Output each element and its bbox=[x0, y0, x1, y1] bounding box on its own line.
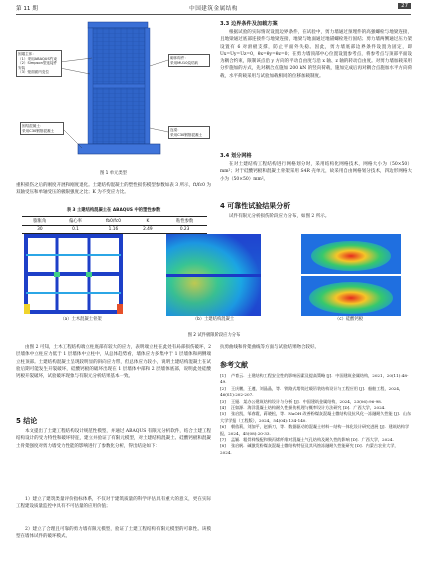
concrete-plot bbox=[166, 234, 261, 316]
reference-item: [3] 王娅．某办公建筑结构设计与分析 [J]．中国建筑金属结构，2024，23(06):96-98． bbox=[220, 398, 385, 404]
paragraph-analysis: 由图 2 可知，土木工程结构端立柱底部有较大的应力，表明端立柱在此处有局部损伤破坏，2 层墙体中立柱应力低于 1 层墙体中立柱中，从总体趋势看，墙体应力多集中于 1 层墙体和两侧端立柱顶部。土建结构混凝土呈现较明显的斜向应力带，但总体应力较小，说明土建结构混凝土在试验后期可能发生开裂破坏，硅酸钙板的破坏出现在 1 层墙体中部和 2 层墙体底部，说明此处硅酸钙板开裂破坏，试验破坏现象与有限元分析结果基本一致。 bbox=[16, 345, 211, 380]
section-4-text: 试件有限元分析损伤阶段应力分布，如图 2 所示。 bbox=[229, 214, 330, 219]
header-rule bbox=[16, 14, 411, 15]
figure-2-caption: 图 2 试件极限阶段应力分布 bbox=[187, 333, 241, 338]
left-column bbox=[88, 28, 93, 144]
paragraph-continued: 抗剪曲线和骨架曲线等方面与试验结果吻合较好。 bbox=[220, 345, 319, 350]
figure-2-subcaption-a: （a）土木混凝土骨架 bbox=[60, 317, 102, 322]
section-4-title: 4 可靠性试验结果分析 bbox=[220, 202, 291, 210]
callout-right: 砌体构件： 采用MU10烧结砖 bbox=[168, 54, 210, 67]
reference-item: [5] 张启凯，邹春霞，蒋晓松，等．NaOH 改善粉煤灰混凝土微结构及抗风化一冻融耐久性能 [J]．山东大学学报（工程版），2024，54(04):134-140． bbox=[220, 411, 412, 423]
references-list bbox=[220, 373, 412, 456]
figure-2-subcaption-c: （c）硅酸钙板 bbox=[334, 317, 364, 322]
figure-1 bbox=[16, 18, 211, 168]
figure-1-caption: 图 1 单元类型 bbox=[100, 171, 127, 176]
section-5-text-1: 本文提出了土建工程结构设计规范性模型，并通过 ABAQUS 有限元分析软件，结合土建工程结构设计的受力特性和破坏特征，建立并验证了有限元模型，对土建结构混凝土、硅酸钙板和混凝土骨架强度对剪力墙受力性能的影响进行了参数化分析，得出结论如下： bbox=[16, 429, 211, 449]
reference-item: [7] 孟颖．粗骨料级配和聚丙烯纤维对混凝土气孔结构及耐久性的影响 [D]．广西大学，2024． bbox=[220, 437, 397, 443]
table-header-cell: 膨胀角 bbox=[22, 217, 58, 226]
journal-title: 中国建筑金属结构 bbox=[189, 6, 238, 12]
ring-beam bbox=[90, 84, 148, 88]
figure-2-subcaption-b: （b）土建结构混凝土 bbox=[192, 317, 235, 322]
reference-item: [6] 朝依莉，刘加平，赵新刀，等．数据驱动的混凝土材料－结构一体化设计研究进展 [J]．建筑结构学报，2024，45(08):20-33． bbox=[220, 424, 410, 436]
page-number: 27 bbox=[398, 3, 411, 9]
table-cell: 0.23 bbox=[162, 226, 207, 234]
reference-item: [4] 汪如源．海洋混凝土结构耐久性损伤机理与概率设计方法研究 [D]．广西大学，2024． bbox=[220, 405, 389, 411]
calcium-silicate-board-plot bbox=[301, 234, 401, 316]
section-3-4-text: 在对土建结构工程结构进行网格划分时，采用结构化网格技术，网格大小为（50×50）mm²；对于硅酸钙板和混凝土骨架采用 S4R 壳单元，故采用自由网格划分技术，四边形网格大小为（50×50）mm²。 bbox=[220, 162, 412, 182]
frame-skeleton-plot bbox=[24, 236, 123, 314]
paragraph-plastic-damage: 重积损伤之后的刚度开展和刚度退化。土建结构混凝土的塑性损伤模型参数如表 3 所示，ft/fc0 为双轴受压和单轴受压的极限强度之比；K 为不变应力比。 bbox=[16, 183, 211, 196]
reference-item: [8] 张启帆．碱激发粉煤灰混凝土微结构特征及其风蚀冻融耐久性能研究 [D]．内蒙古农业大学，2024． bbox=[220, 443, 399, 455]
section-3-4-title: 3.4 划分网格 bbox=[220, 153, 252, 159]
table-header-cell: 偏心率 bbox=[58, 217, 94, 226]
table-cell: 30 bbox=[22, 226, 58, 234]
table-cell: 2.49 bbox=[134, 226, 163, 234]
figure-1-graphic bbox=[16, 18, 211, 168]
section-3-3-title: 3.3 边界条件及加载方案 bbox=[220, 21, 278, 27]
reference-item: [2] 王庆鹏，王遵，刘晶晶，等．铁路式塔筒过载吊装结构设计与工程应用 [J]．船舶工程，2024，46(S1):202-207． bbox=[220, 385, 404, 398]
table-cell: 1.16 bbox=[93, 226, 133, 234]
table-cell: 0.1 bbox=[58, 226, 94, 234]
table-header-cell: fb0/fc0 bbox=[93, 217, 133, 226]
table-3-title: 表 3 土建结构混凝土在 ABAQUS 中的塑性参数 bbox=[66, 208, 161, 213]
table-header-row bbox=[22, 217, 207, 226]
ground-beam bbox=[78, 144, 160, 154]
right-column bbox=[145, 28, 150, 144]
figure-2 bbox=[16, 226, 412, 326]
section-5-text-3: 2）建立了合理且可靠的剪力墙有限元模型，验证了土建工程结构有限元模型的可靠性。该模型在墙体试件的破坏模式、 bbox=[16, 527, 211, 540]
reference-item: [1] 卢育云．土建结构工程安全性的影响因素及提高策略 [J]．中国建筑金属结构，2021，20(11):48-49． bbox=[220, 373, 409, 385]
callout-left: 固端主体： （1）采用ABAQUS约束 （2）Simpson型连接件安装 （3）壁面面内变位 bbox=[16, 50, 62, 77]
table-header-cell: K bbox=[134, 217, 163, 226]
top-beam bbox=[88, 22, 148, 28]
section-3-3-text: 根据试验的实际情况设置边界条件，在试验中，剪力墙通过预埋件的高强螺栓与地梁连接，且地梁通过底部连接件与地梁连接，地梁与地面通过地锚螺栓进行固结；剪力墙两侧通过压力架设置有 6 对滑板支撑，防止平面外失稳。因此，剪力墙底部边界条件设置为固定，即 Ux=Uy=Uz=0，θx=θy=θz=0；在剪力墙顶部中心位置设置参考点，将参考点与顶部平面设为耦合约束，限制该点沿 y 方向的平动自由度与沿 x 轴、z 轴的转动自由度。对剪力墙加载采用分步施加的方式，先对耦合点施加 200 kN 的竖向荷载，施加完成后再对耦合点施加水平方向荷载，水平荷载采用与试验加载相同的位移加载制度。 bbox=[220, 30, 412, 79]
section-5-title: 5 结论 bbox=[16, 417, 38, 425]
references-title: 参考文献 bbox=[220, 361, 248, 369]
table-header-cell: 粘性参数 bbox=[162, 217, 207, 226]
figure-2-graphic bbox=[16, 226, 412, 326]
callout-bottom-right: 连梁： 采用C30钢筋混凝土 bbox=[168, 126, 210, 139]
callout-bottom-left: 固结混凝土： 采用C30钢筋混凝土 bbox=[20, 122, 64, 135]
issue-number: 第 11 期 bbox=[16, 6, 38, 12]
section-5-text-2: 1）建立了建筑类量评价指标体系，不仅对于建筑质量的科学评估具有重大的意义，更在实际工程建设质量监控中具有不可估量的应用价值； bbox=[16, 497, 211, 510]
